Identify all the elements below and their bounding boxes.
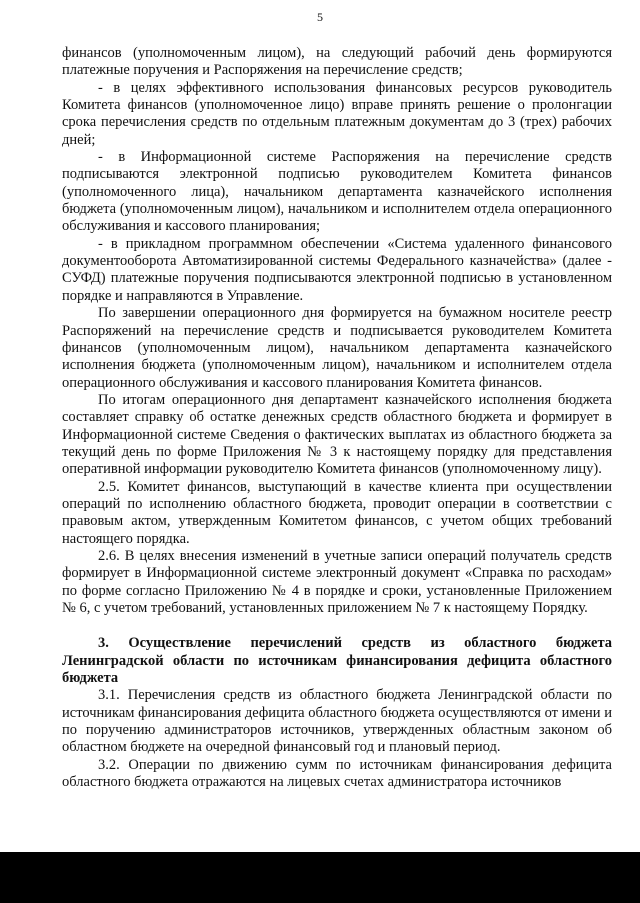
- paragraph: По итогам операционного дня департамент казначейского исполнения бюджета составляет справку об остатке денежных средств областного бюджета и формирует в Информационной системе Сведения о фактических выплатах из областного бюджета за текущий день по форме Приложения № 3 к настоящему порядку для представления оперативной информации руководителю Комитета финансов (уполномоченному лицу).: [62, 391, 612, 478]
- section-heading: 3. Осуществление перечислений средств из областного бюджета Ленинградской области по источникам финансирования дефицита областного бюджета: [62, 635, 612, 687]
- paragraph-clause-3-2: 3.2. Операции по движению сумм по источникам финансирования дефицита областного бюджета отражаются на лицевых счетах администратора источников: [62, 756, 612, 791]
- paragraph-list-item: - в прикладном программном обеспечении «Система удаленного финансового документооборота Автоматизированной системы Федерального казначейства» (далее - СУФД) платежные поручения подписываются электронной подписью в установленном порядке и направляются в Управление.: [62, 235, 612, 304]
- scan-bottom-border: [0, 852, 640, 903]
- paragraph-list-item: - в Информационной системе Распоряжения на перечисление средств подписываются электронной подписью руководителем Комитета финансов (уполномоченного лица), начальником департамента казначейского исполнения бюджета (уполномоченным лицом), начальником и исполнителем отдела операционного обслуживания и кассового планирования;: [62, 149, 612, 235]
- paragraph-list-item: - в целях эффективного использования финансовых ресурсов руководитель Комитета финансов (уполномоченное лицо) вправе принять решение о пролонгации срока перечисления средств по отдельным платежным документам до 3 (трех) рабочих дней;: [62, 79, 612, 148]
- page-number: 5: [317, 10, 323, 24]
- paragraph-clause-2-5: 2.5. Комитет финансов, выступающий в качестве клиента при осуществлении операций по исполнению областного бюджета, проводит операции в соответствии с правовым актом, утвержденным Комитетом финансов, с учетом общих требований настоящего порядка.: [62, 478, 612, 547]
- document-body: [62, 45, 612, 791]
- paragraph-continuation: финансов (уполномоченным лицом), на следующий рабочий день формируются платежные поручения и Распоряжения на перечисление средств;: [62, 45, 612, 79]
- paragraph-clause-3-1: 3.1. Перечисления средств из областного бюджета Ленинградской области по источникам финансирования дефицита областного бюджета осуществляются от имени и по поручению администраторов источников, утвержденных областным законом об областном бюджете на очередной финансовый год и плановый период.: [62, 687, 612, 756]
- paragraph: По завершении операционного дня формируется на бумажном носителе реестр Распоряжений на перечисление средств и подписывается руководителем Комитета финансов (уполномоченным лицом), начальником департамента казначейского исполнения бюджета (уполномоченным лицом), начальником и исполнителем отдела операционного обслуживания и кассового планирования Комитета финансов.: [62, 305, 612, 391]
- paragraph-clause-2-6: 2.6. В целях внесения изменений в учетные записи операций получатель средств формирует в Информационной системе электронный документ «Справка по расходам» по форме согласно Приложению № 4 в порядке и сроки, установленные Приложением № 6, с учетом требований, установленных приложением № 7 к настоящему Порядку.: [62, 547, 612, 616]
